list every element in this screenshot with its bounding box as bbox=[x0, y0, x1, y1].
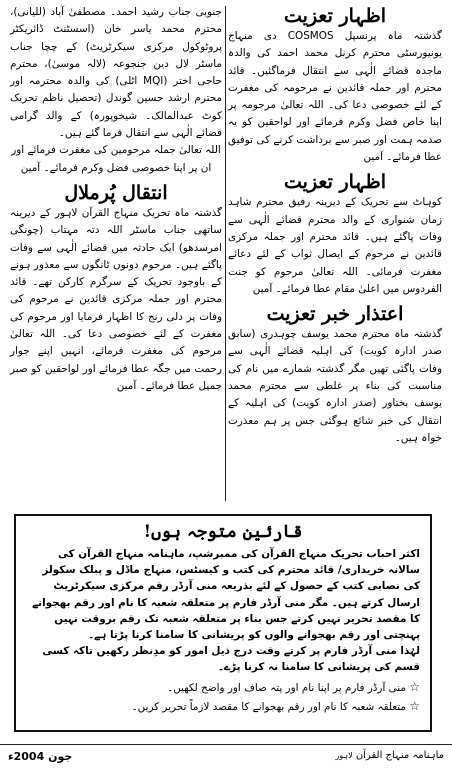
notice-list-item bbox=[26, 678, 420, 697]
notice-text-1: اکثر احباب تحریک منہاج القرآن کی ممبرشپ، ماہنامہ منہاج القرآن کی سالانہ خریداری/ قائد محترم کی کتب و کیسٹس، منہاج ماڈل و پبلک سکولز کی نصابی کتب کے حصول کے لئے بذریعہ منی آرڈر رقم مرکزی سیکرٹریٹ ارسال کرتے ہیں۔ مگر منی آرڈر فارم پر متعلقہ شعبہ کا نام اور رقم بھجوانے کا مقصد تحریر نہیں کرتے جس بناء پر متعلقہ شعبہ تک رقم بروقت نہیں پہنچتی اور رقم بھجوانے والوں کو پریشانی کا سامنا کرنا پڑتا ہے۔ bbox=[32, 548, 420, 642]
notice-list bbox=[26, 678, 420, 716]
notice-text-2: لہٰذا منی آرڈر فارم پر کرتے وقت درج ذیل امور کو مدِنظر رکھیں تاکہ کسی قسم کی پریشانی کا سامنا نہ کرنا پڑے۔ bbox=[42, 645, 420, 674]
column-divider bbox=[225, 6, 226, 501]
right-column bbox=[228, 4, 442, 447]
prayer-text: اللہ تعالیٰ جملہ مرحومین کی مغفرت فرمائے اور ان پر اپنا خصوصی فضل وکرم فرمائے۔ آمین bbox=[11, 144, 221, 174]
condolence-text-2: کوہاٹ سے تحریک کے دیرینہ رفیق محترم شاہد زمان شنواری کے والد محترم قضائے الٰہی سے وفات پاگئے ہیں۔ قائد محترم اور جملہ مرکزی قائدین نے مرحوم کے ایصال ثواب کے لئے دعائے مغفرت فرمائی۔ اللہ تعالیٰ مرحوم کو جنت الفردوس میں اعلیٰ مقام عطا فرمائے۔ آمین bbox=[228, 196, 442, 295]
issue-date: جون 2004ء bbox=[8, 750, 73, 763]
notice-title: قارئین متوجہ ہوں! bbox=[143, 522, 303, 542]
apology-text: گذشتہ ماہ محترم محمد یوسف چوہدری (سابق صدر ادارہ کویت) کی اہلیہ قضائے الٰہی سے وفات پاگئی تھیں مگر گذشتہ شمارے میں نام کی مناسبت کی بناء پر غلطی سے محترم محمد یوسف بختاور (صدر ادارہ کویت) کی اہلیہ کے انتقال کی خبر شائع ہوگئی جس پر ہم معذرت خواہ ہیں۔ bbox=[228, 328, 442, 444]
condolence-title-2: اظہار تعزیت bbox=[284, 171, 386, 194]
obituary-text: گذشتہ ماہ تحریک منہاج القرآن لاہور کے دیرینہ ساتھی جناب ماسٹر اللہ دتہ مہتاب (چونگی امرسدھو) ایک حادثہ میں قضائے الٰہی سے وفات پاگئے ہیں۔ مرحوم دونوں ٹانگوں سے معذور ہونے کے باوجود تحریک کے سرگرم کارکن تھے۔ قائد محترم اور جملہ مرکزی قائدین نے مرحوم کی وفات پر دلی رنج کا اظہار فرمایا اور مرحوم کی مغفرت کے لئے خصوصی دعا کی۔ اللہ تعالیٰ مرحوم کی مغفرت فرمائے، انہیں اپنے جوار رحمت میں جگہ عطا فرمائے اور لواحقین کو صبر جمیل عطا فرمائے۔ آمین bbox=[10, 206, 222, 392]
deaths-list-text: جنوبی جناب رشید احمد۔ مصطفیٰ آباد (للیانی)، محترم محمد یاسر خان (اسسٹنٹ ڈائریکٹر پروٹوکول مرکزی سیکرٹریٹ) کے چچا جناب ماسٹر لال دین جنجوعہ (لالہ موسیٰ)، محترم حاجی اختر (MQI اٹلی) کی والدہ محترمہ اور محترم ارشد حسین گوندل (تحصیل ناظم تحریک کوٹ عبدالمالک۔ شیخوپورہ) کے والد گرامی قضائے الٰہی سے انتقال فرما گئے ہیں۔ bbox=[10, 6, 222, 140]
notice-item-text-1: منی آرڈر فارم پر اپنا نام اور پتہ صاف اور واضح لکھیں۔ bbox=[166, 681, 406, 694]
obituary-title: انتقال پُرملال bbox=[64, 181, 168, 204]
condolence-text-1: گذشتہ ماہ پرنسپل COSMOS دی منہاج یونیورسٹی محترم کرنل محمد احمد کی والدہ ماجدہ قضائے الٰہی سے انتقال فرماگئیں۔ قائد محترم اور جملہ قائدین نے مرحومہ کی مغفرت کے لئے خصوصی دعا کی۔ اللہ تعالیٰ مرحومہ پر اپنا خاص فضل وکرم فرمائے اور لواحقین کو یہ صدمہ ہمت اور صبر سے برداشت کرنے کی توفیق عطا فرمائے۔ آمین bbox=[228, 30, 442, 164]
notice-item-text-2: متعلقہ شعبہ کا نام اور رقم بھجوانے کا مقصد لازماً تحریر کریں۔ bbox=[131, 700, 406, 713]
footer-rule bbox=[0, 744, 452, 745]
notice-list-item bbox=[26, 697, 420, 716]
magazine-name bbox=[335, 750, 444, 761]
page-footer bbox=[8, 746, 444, 768]
left-column bbox=[10, 4, 222, 395]
condolence-title-1: اظہار تعزیت bbox=[284, 5, 386, 27]
apology-title: اعتذار خبر تعزیت bbox=[266, 303, 404, 326]
magazine-city: لاہور bbox=[335, 751, 353, 760]
magazine-title: ماہنامہ منہاج القرآن bbox=[355, 750, 444, 761]
star-icon: ☆ bbox=[409, 698, 420, 713]
star-icon: ☆ bbox=[409, 679, 420, 694]
readers-notice-box bbox=[14, 514, 432, 732]
